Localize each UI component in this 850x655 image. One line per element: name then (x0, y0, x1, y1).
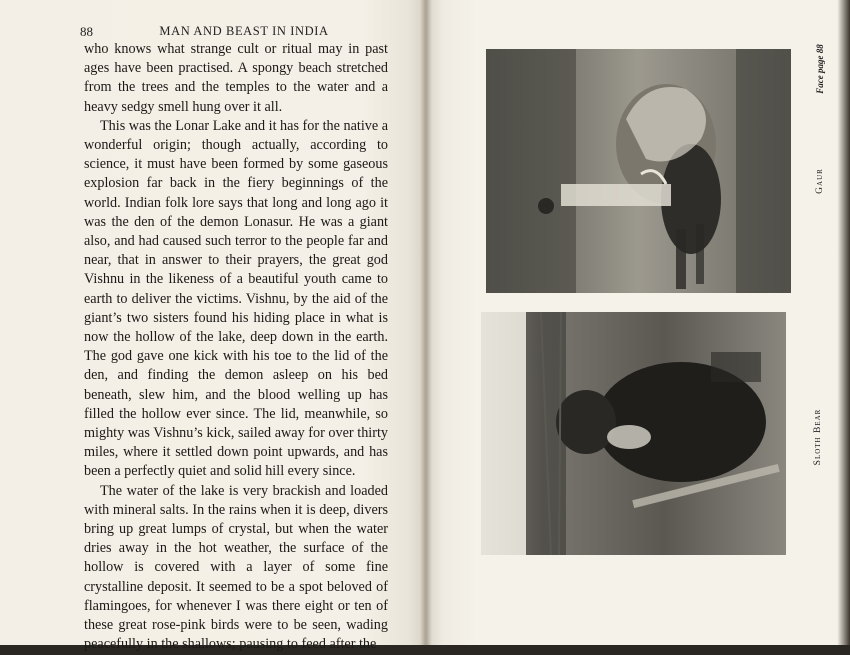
book-gutter (420, 0, 432, 645)
page-number: 88 (80, 24, 93, 39)
body-text (84, 40, 388, 655)
sloth-bear-caption: Sloth Bear (813, 408, 823, 466)
paragraph: The water of the lake is very brackish and loaded with mineral salts. In the rains when it is deep, divers bring up great lumps of crystal, but when the water dries away in the hot weather, the surface of the hollow is covered with a layer of some fine crystalline deposit. It seemed to be a spot beloved of flamingoes, for whenever I was there eight or ten of these great rose-pink birds were to be seen, wading peacefully in the shallows; pausing to feed after the (84, 482, 388, 653)
gaur-photo (486, 49, 791, 293)
left-page (0, 0, 426, 653)
paragraph: This was the Lonar Lake and it has for the native a wonderful origin; though actually, according to science, it must have been formed by some gaseous explosion far back in the fiery beginnings of the world. Indian folk lore says that long and long ago it was the den of the demon Lonasur. He was a giant also, and had caused such terror to the people far and near, that in answer to their prayers, the great god Vishnu in the likeness of a beautiful youth came to earth to deliver the victims. Vishnu, by the aid of the giant’s two sisters found his hiding place in what is now the hollow of the lake, deep down in the earth. The god gave one kick with his toe to the lid of the den, and finding the demon asleep on his bed beneath, slew him, and the blood welling up has filled the hollow ever since. The lid, meanwhile, so mighty was Vishnu’s kick, sailed away for over thirty miles, where it settled down point upwards, and has been a perfectly quiet and solid hill every since. (84, 117, 388, 480)
face-page-label: Face page 88 (815, 44, 825, 94)
gaur-caption: Gaur (815, 168, 825, 194)
running-head: MAN AND BEAST IN INDIA (159, 24, 329, 38)
sloth-bear-photo (481, 312, 786, 555)
paragraph: who knows what strange cult or ritual may in past ages have been practised. A spongy beach stretched from the trees and the temples to the water and a heavy sedgy smell hung over it all. (84, 41, 388, 115)
